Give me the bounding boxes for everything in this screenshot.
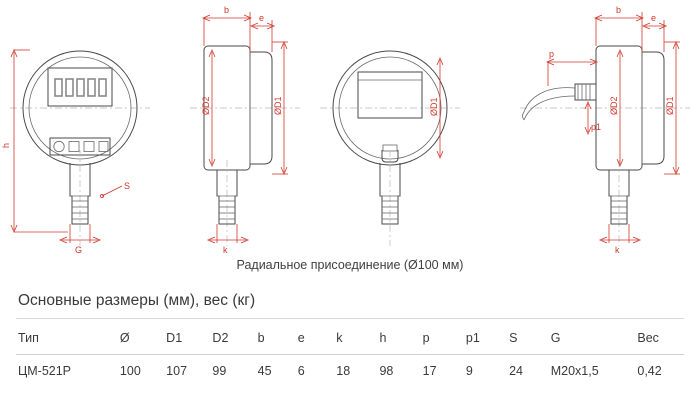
view-back	[320, 51, 460, 246]
col-header-p1: p1	[464, 322, 507, 355]
dimensions-table	[16, 322, 684, 387]
leader-S	[100, 181, 130, 198]
col-header-k: k	[334, 322, 377, 355]
col-header-e: e	[296, 322, 335, 355]
cell-k: 18	[336, 364, 351, 378]
dimension-label-D2-left: ØD2	[201, 96, 211, 115]
cell-p1: 9	[465, 364, 473, 378]
table-row	[16, 355, 684, 388]
dimension-label-b-left: b	[224, 5, 230, 15]
dimension-label-h: h	[1, 142, 11, 148]
drawing-caption: Радиальное присоединение (Ø100 мм)	[236, 258, 464, 272]
cell-weight: 0,42	[637, 364, 662, 378]
cell-d2: 99	[212, 364, 227, 378]
dimension-label-k-left: k	[223, 245, 228, 255]
cell-p: 17	[422, 364, 437, 378]
dimension-p1-right	[585, 102, 601, 134]
dimension-label-p1-right: p1	[591, 122, 602, 132]
dimension-label-D2-right: ØD2	[609, 96, 619, 115]
dimension-label-D1-back: ØD1	[429, 97, 439, 116]
col-header-g: G	[549, 322, 636, 355]
dimension-label-e-right: e	[651, 13, 657, 23]
dimension-k-left	[208, 224, 248, 255]
col-header-h: h	[377, 322, 420, 355]
front-buttons	[54, 141, 108, 151]
cell-b: 45	[257, 364, 272, 378]
dimension-D2-left	[201, 50, 215, 166]
cell-diameter: 100	[119, 364, 141, 378]
cell-e: 6	[297, 364, 305, 378]
dimension-b-left	[203, 5, 251, 52]
cell-s: 24	[509, 364, 523, 378]
dimension-label-D1-left: ØD1	[273, 96, 283, 115]
dimension-e-right	[643, 13, 666, 52]
cell-d1: 107	[166, 364, 188, 378]
dimension-label-G: G	[75, 245, 83, 255]
table-title: Основные размеры (мм), вес (кг)	[18, 292, 256, 309]
dimension-b-right	[595, 5, 643, 52]
cell-h: 98	[379, 364, 394, 378]
dimension-label-k-right: k	[615, 245, 620, 255]
view-front	[1, 50, 150, 255]
dimension-label-e-left: e	[259, 13, 265, 23]
col-header-weight: Вес	[635, 322, 684, 355]
dimension-p-right	[547, 49, 597, 86]
col-header-b: b	[256, 322, 296, 355]
dimension-label-b-right: b	[616, 5, 622, 15]
dimension-label-S: S	[124, 181, 131, 191]
dimension-k-right	[600, 224, 640, 255]
table-header	[16, 322, 684, 355]
col-header-type: Тип	[16, 322, 118, 355]
view-side-left	[190, 5, 300, 255]
view-side-right	[520, 5, 690, 255]
col-header-s: S	[507, 322, 549, 355]
dimension-label-p-right: p	[549, 49, 555, 59]
cell-g: M20x1,5	[550, 364, 599, 378]
dimension-D1-right	[664, 42, 680, 174]
table-header-row	[16, 322, 684, 355]
col-header-diameter: Ø	[118, 322, 164, 355]
dimension-label-D1-right: ØD1	[665, 96, 675, 115]
col-header-d2: D2	[210, 322, 255, 355]
col-header-d1: D1	[164, 322, 210, 355]
table-body	[16, 355, 684, 388]
display-digits	[55, 79, 106, 96]
table-top-rule	[16, 318, 684, 319]
col-header-p: p	[421, 322, 464, 355]
dimension-e-left	[251, 13, 274, 52]
cell-type: ЦМ-521Р	[18, 364, 72, 378]
